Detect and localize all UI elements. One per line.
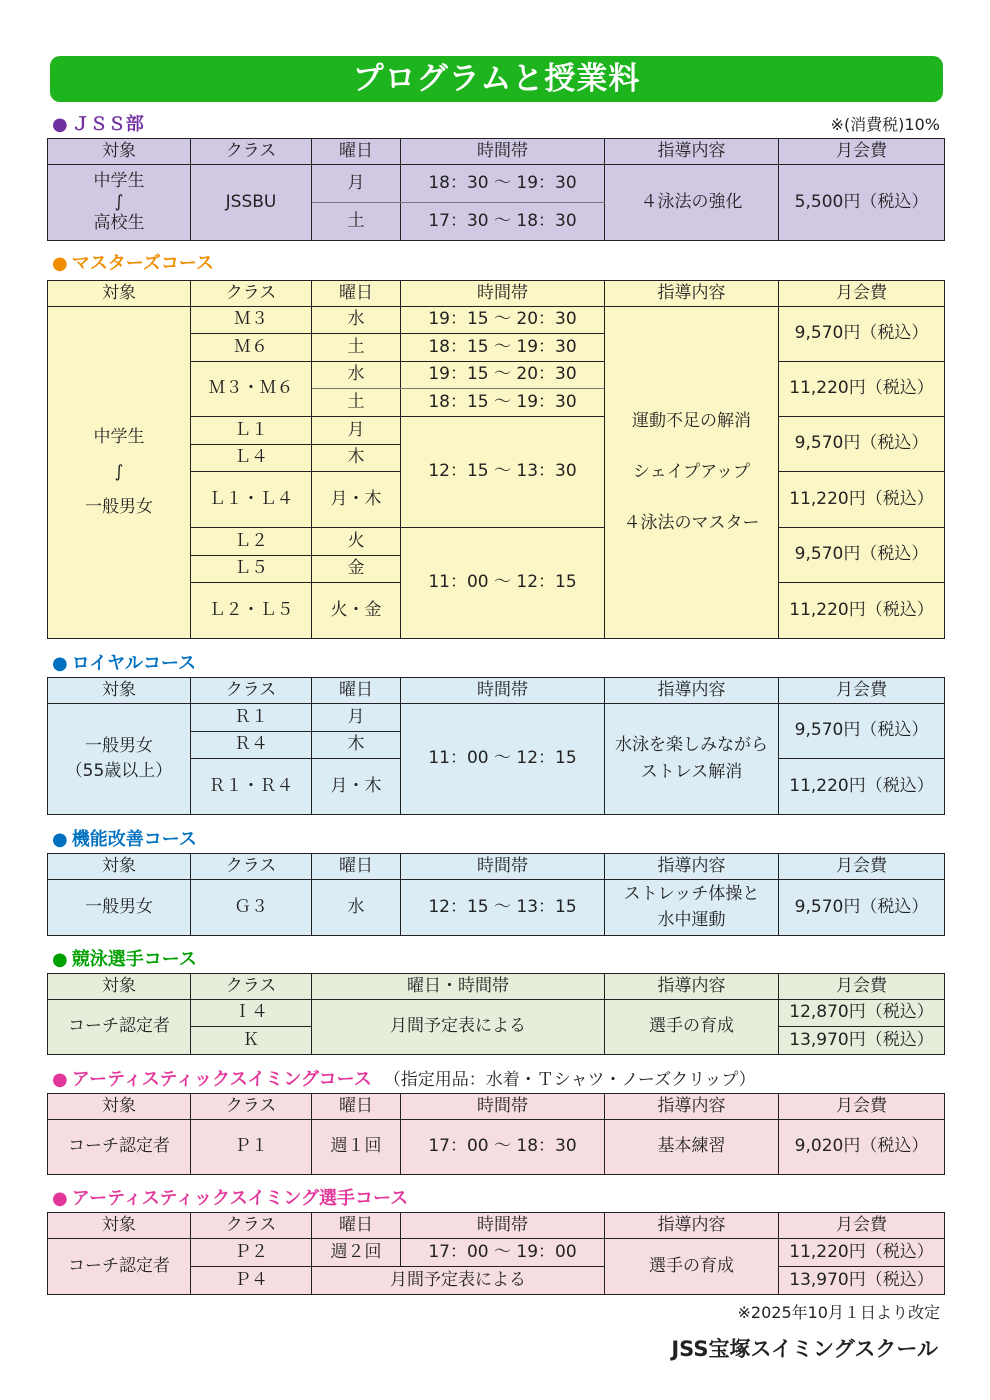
fee-cell: 12,870円（税込） — [779, 1000, 945, 1027]
section-heading-royal: ● ロイヤルコース — [52, 653, 197, 674]
section-heading-kyoei: ● 競泳選手コース — [52, 949, 197, 970]
class-cell: Ｌ５ — [191, 556, 312, 583]
page-title: プログラムと授業料 — [50, 56, 943, 102]
header-class: クラス — [191, 854, 312, 880]
class-cell: Ｒ１・Ｒ４ — [191, 759, 312, 815]
day-cell: 月 — [312, 704, 401, 732]
jss-table — [47, 138, 945, 241]
fee-cell: 11,220円（税込） — [779, 759, 945, 815]
fee-cell: 11,220円（税込） — [779, 362, 945, 417]
section-heading-artistic-senshu: ● アーティスティックスイミング選手コース — [52, 1188, 409, 1209]
header-day: 曜日 — [312, 1213, 401, 1239]
header-time: 時間帯 — [401, 1094, 605, 1120]
header-time: 時間帯 — [401, 281, 605, 307]
class-cell: Ｐ４ — [191, 1267, 312, 1295]
class-cell: Ｍ６ — [191, 334, 312, 362]
time-cell: 11：00 ～ 12：15 — [401, 704, 605, 815]
equipment-note: （指定用品：水着・Ｔシャツ・ノーズクリップ） — [383, 1070, 756, 1090]
class-cell: Ｉ４ — [191, 1000, 312, 1027]
header-content: 指導内容 — [605, 974, 779, 1000]
header-target: 対象 — [48, 1213, 191, 1239]
day-cell: 火・金 — [312, 583, 401, 639]
header-fee: 月会費 — [779, 974, 945, 1000]
target-cell: 一般男女 — [48, 880, 191, 936]
class-cell: Ｒ４ — [191, 732, 312, 759]
bullet-icon: ● — [52, 114, 68, 135]
bullet-icon: ● — [52, 253, 68, 274]
day-cell: 土 — [312, 334, 401, 362]
header-class: クラス — [191, 974, 312, 1000]
time-cell: 19：15 ～ 20：30 — [401, 362, 605, 389]
header-fee: 月会費 — [779, 678, 945, 704]
header-time: 時間帯 — [401, 854, 605, 880]
day-cell: 水 — [312, 880, 401, 936]
bullet-icon: ● — [52, 949, 68, 970]
header-day: 曜日 — [312, 1094, 401, 1120]
day-cell: 金 — [312, 556, 401, 583]
header-target: 対象 — [48, 854, 191, 880]
fee-cell: 11,220円（税込） — [779, 1239, 945, 1267]
header-target: 対象 — [48, 281, 191, 307]
header-class: クラス — [191, 281, 312, 307]
header-class: クラス — [191, 1213, 312, 1239]
kyoei-table — [47, 973, 945, 1055]
bullet-icon: ● — [52, 653, 68, 674]
section-heading-kinou: ● 機能改善コース — [52, 829, 197, 850]
class-cell: Ｋ — [191, 1027, 312, 1055]
content-cell: 選手の育成 — [605, 1000, 779, 1055]
header-target: 対象 — [48, 139, 191, 165]
fee-cell: 13,970円（税込） — [779, 1027, 945, 1055]
class-cell: Ｍ３・Ｍ６ — [191, 362, 312, 417]
day-cell: 木 — [312, 445, 401, 472]
header-content: 指導内容 — [605, 678, 779, 704]
bullet-icon: ● — [52, 1069, 68, 1090]
header-day: 曜日 — [312, 854, 401, 880]
masters-table — [47, 280, 945, 639]
class-cell: Ｐ１ — [191, 1120, 312, 1175]
day-cell: 週２回 — [312, 1239, 401, 1267]
class-cell: Ｌ２ — [191, 528, 312, 556]
target-cell: 一般男女 （55歳以上） — [48, 704, 191, 815]
content-cell: 基本練習 — [605, 1120, 779, 1175]
day-cell: 月 — [312, 417, 401, 445]
day-cell: 月・木 — [312, 759, 401, 815]
content-cell: 選手の育成 — [605, 1239, 779, 1295]
fee-cell: 9,570円（税込） — [779, 880, 945, 936]
section-heading-artistic: ● アーティスティックスイミングコース （指定用品：水着・Ｔシャツ・ノーズクリップ） — [52, 1069, 756, 1090]
header-day: 曜日 — [312, 139, 401, 165]
time-cell: 12：15 ～ 13：30 — [401, 417, 605, 528]
class-cell: Ｒ１ — [191, 704, 312, 732]
day-cell: 土 — [312, 203, 401, 241]
content-cell: ４泳法の強化 — [605, 165, 779, 241]
section-heading-masters: ● マスターズコース — [52, 253, 214, 274]
header-content: 指導内容 — [605, 281, 779, 307]
fee-cell: 13,970円（税込） — [779, 1267, 945, 1295]
header-fee: 月会費 — [779, 854, 945, 880]
header-target: 対象 — [48, 1094, 191, 1120]
header-content: 指導内容 — [605, 139, 779, 165]
header-fee: 月会費 — [779, 139, 945, 165]
class-cell: Ｌ１・Ｌ４ — [191, 472, 312, 528]
day-cell: 火 — [312, 528, 401, 556]
header-class: クラス — [191, 139, 312, 165]
class-cell: Ｐ２ — [191, 1239, 312, 1267]
target-cell: コーチ認定者 — [48, 1000, 191, 1055]
section-heading-jss: ● ＪＳＳ部 — [52, 114, 144, 135]
header-content: 指導内容 — [605, 1094, 779, 1120]
target-cell: コーチ認定者 — [48, 1239, 191, 1295]
header-time: 時間帯 — [401, 678, 605, 704]
content-cell: 水泳を楽しみながら ストレス解消 — [605, 704, 779, 815]
revision-note: ※2025年10月１日より改定 — [737, 1303, 940, 1322]
header-fee: 月会費 — [779, 281, 945, 307]
fee-cell: 11,220円（税込） — [779, 472, 945, 528]
header-day: 曜日 — [312, 281, 401, 307]
header-content: 指導内容 — [605, 1213, 779, 1239]
day-cell: 月 — [312, 165, 401, 203]
day-cell: 土 — [312, 389, 401, 417]
fee-cell: 5,500円（税込） — [779, 165, 945, 241]
day-cell: 週１回 — [312, 1120, 401, 1175]
time-cell: 17：00 ～ 18：30 — [401, 1120, 605, 1175]
header-class: クラス — [191, 1094, 312, 1120]
time-cell: 12：15 ～ 13：15 — [401, 880, 605, 936]
class-cell: Ｌ１ — [191, 417, 312, 445]
artistic-table — [47, 1093, 945, 1175]
header-fee: 月会費 — [779, 1213, 945, 1239]
time-cell: 17：30 ～ 18：30 — [401, 203, 605, 241]
tax-note: ※(消費税)10% — [830, 115, 940, 134]
header-target: 対象 — [48, 974, 191, 1000]
day-cell: 水 — [312, 362, 401, 389]
class-cell: Ｇ３ — [191, 880, 312, 936]
content-cell: ストレッチ体操と 水中運動 — [605, 880, 779, 936]
artistic-senshu-table — [47, 1212, 945, 1295]
school-name: JSS宝塚スイミングスクール — [671, 1337, 938, 1361]
day-cell: 水 — [312, 307, 401, 334]
header-content: 指導内容 — [605, 854, 779, 880]
time-cell: 18：30 ～ 19：30 — [401, 165, 605, 203]
fee-cell: 9,570円（税込） — [779, 704, 945, 759]
kinou-table — [47, 853, 945, 936]
fee-cell: 9,570円（税込） — [779, 417, 945, 472]
time-cell: 18：15 ～ 19：30 — [401, 334, 605, 362]
royal-table — [47, 677, 945, 815]
time-cell: 18：15 ～ 19：30 — [401, 389, 605, 417]
target-cell: 中学生 ∫ 一般男女 — [48, 307, 191, 639]
day-time-cell: 月間予定表による — [312, 1000, 605, 1055]
content-cell: 運動不足の解消 シェイプアップ ４泳法のマスター — [605, 307, 779, 639]
header-day: 曜日 — [312, 678, 401, 704]
time-cell: 11：00 ～ 12：15 — [401, 528, 605, 639]
time-cell: 17：00 ～ 19：00 — [401, 1239, 605, 1267]
header-time: 時間帯 — [401, 139, 605, 165]
fee-cell: 9,020円（税込） — [779, 1120, 945, 1175]
header-target: 対象 — [48, 678, 191, 704]
class-cell: Ｍ３ — [191, 307, 312, 334]
fee-cell: 11,220円（税込） — [779, 583, 945, 639]
fee-cell: 9,570円（税込） — [779, 307, 945, 362]
header-time: 時間帯 — [401, 1213, 605, 1239]
header-day-time: 曜日・時間帯 — [312, 974, 605, 1000]
target-cell: 中学生 ∫ 高校生 — [48, 165, 191, 241]
class-cell: Ｌ２・Ｌ５ — [191, 583, 312, 639]
header-class: クラス — [191, 678, 312, 704]
bullet-icon: ● — [52, 1188, 68, 1209]
target-cell: コーチ認定者 — [48, 1120, 191, 1175]
time-cell: 19：15 ～ 20：30 — [401, 307, 605, 334]
class-cell: Ｌ４ — [191, 445, 312, 472]
day-cell: 木 — [312, 732, 401, 759]
class-cell: JSSBU — [191, 165, 312, 241]
bullet-icon: ● — [52, 829, 68, 850]
day-time-cell: 月間予定表による — [312, 1267, 605, 1295]
fee-cell: 9,570円（税込） — [779, 528, 945, 583]
day-cell: 月・木 — [312, 472, 401, 528]
header-fee: 月会費 — [779, 1094, 945, 1120]
